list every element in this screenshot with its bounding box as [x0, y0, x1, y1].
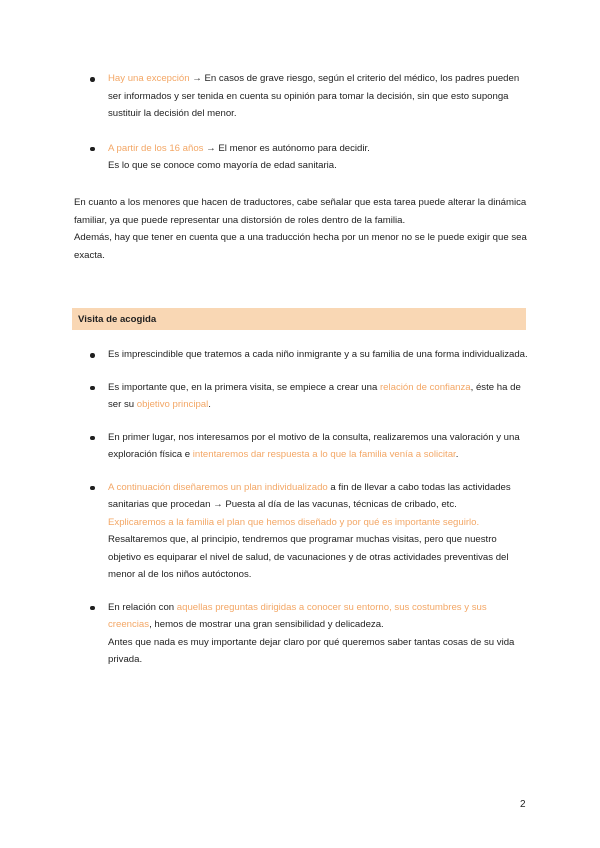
paragraph-line: Además, hay que tener en cuenta que a una traducción hecha por un menor no se le puede exigir que sea exacta.	[74, 232, 527, 261]
list-item	[0, 599, 528, 669]
highlighted-text: objetivo principal	[136, 399, 209, 410]
list-item-text: a fin de llevar a cabo todas las actividades sanitarias que procedan → Puesta al día de las vacunas, técnicas de cribado, etc.	[108, 481, 511, 510]
list-item-text: → El menor es autónomo para decidir.	[203, 142, 370, 154]
list-item-text: Es imprescindible que tratemos a cada niño inmigrante y a su familia de una forma individualizada.	[108, 349, 528, 360]
bullet-dot	[90, 606, 95, 611]
highlighted-text: aquellas preguntas dirigidas a conocer su entorno, sus costumbres y sus creencias	[108, 601, 487, 630]
paragraph-line: En cuanto a los menores que hacen de traductores, cabe señalar que esta tarea puede alterar la dinámica familiar, ya que puede representar una distorsión de roles dentro de la familia.	[74, 197, 527, 226]
highlighted-text: A continuación diseñaremos un plan individualizado	[108, 481, 328, 493]
list-item	[0, 346, 528, 364]
bullet-dot	[90, 386, 95, 391]
bullet-dot	[90, 436, 95, 441]
list-item	[0, 429, 528, 464]
section-title: Visita de acogida	[78, 314, 157, 325]
list-item-text: Es importante que, en la primera visita, se empiece a crear una	[108, 381, 380, 393]
highlighted-text: A partir de los 16 años	[108, 142, 204, 154]
list-item-text: , hemos de mostrar una gran sensibilidad y delicadeza.	[149, 619, 384, 630]
list-item-text: , éste ha de ser su	[108, 381, 521, 410]
bottom-bullet-list	[0, 346, 528, 669]
list-item-text: En primer lugar, nos interesamos por el motivo de la consulta, realizaremos una valoración y una exploración física e	[108, 431, 520, 460]
bullet-dot	[90, 353, 95, 358]
highlighted-text: relación de confianza	[379, 381, 471, 393]
list-item	[0, 479, 528, 584]
highlighted-text: Hay una excepción	[108, 73, 190, 84]
list-item	[0, 70, 528, 123]
bullet-dot	[90, 147, 95, 152]
bullet-dot	[90, 486, 95, 491]
section-header	[72, 308, 526, 330]
list-item-text-line2: Es lo que se conoce como mayoría de edad sanitaria.	[108, 160, 337, 171]
list-item	[0, 140, 528, 175]
list-item-text: Resaltaremos que, al principio, tendremos que programar muchas visitas, pero que nuestro objetivo es equiparar el nivel de salud, de vacunaciones y de otras actividades preventivas del menor al de los niños autóctonos.	[108, 534, 509, 580]
list-item-text: → En casos de grave riesgo, según el criterio del médico, los padres pueden ser informados y ser tenida en cuenta su opinión para tomar la decisión, sin que esto suponga sustituir la decisión del menor.	[108, 73, 520, 119]
list-item-text-line2: Antes que nada es muy importante dejar claro por qué queremos saber tantas cosas de su vida privada.	[108, 636, 515, 665]
page-number: 2	[520, 799, 526, 810]
highlighted-text: Explicaremos a la familia el plan que hemos diseñado y por qué es importante seguirlo.	[108, 516, 480, 528]
translators-paragraph	[74, 194, 534, 264]
highlighted-text: intentaremos dar respuesta a lo que la familia venía a solicitar	[192, 449, 456, 460]
list-item	[0, 379, 528, 414]
list-item-text: .	[208, 399, 211, 410]
top-bullet-list	[0, 70, 528, 175]
bullet-dot	[90, 77, 95, 82]
list-item-text: En relación con	[108, 601, 177, 613]
list-item-text: .	[455, 449, 459, 460]
